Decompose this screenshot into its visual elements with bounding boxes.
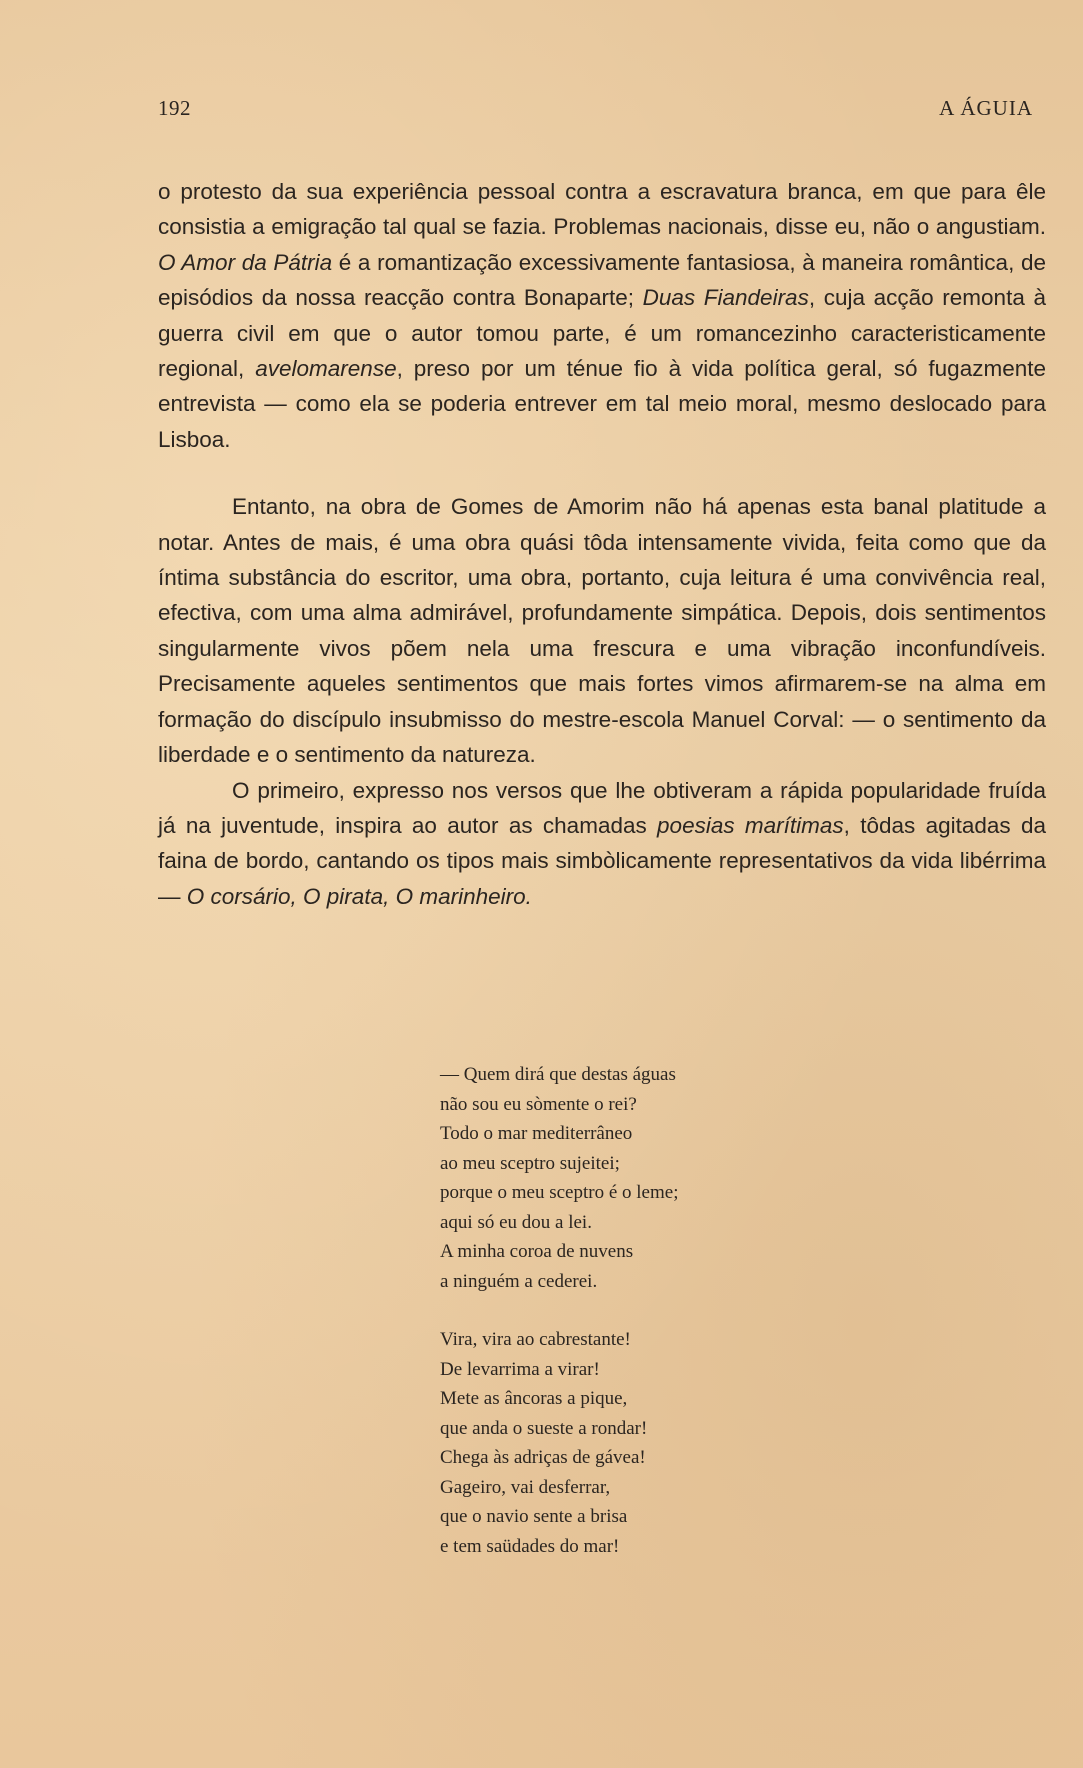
italic-title: Duas Fiandeiras <box>642 285 809 311</box>
poem-line: porque o meu sceptro é o leme; <box>440 1182 679 1203</box>
poem-line: A minha coroa de nuvens <box>440 1241 634 1262</box>
paragraph <box>158 489 1046 772</box>
text-segment: , tôdas agitadas da faina de bordo, cantando os tipos mais simbòlicamente representativos da vida libérrima — <box>158 812 1046 909</box>
poem-line: a ninguém a cederei. <box>440 1270 598 1292</box>
page-number: 192 <box>158 96 191 120</box>
italic-title: O corsário, O pirata, O marinheiro. <box>186 883 532 909</box>
poem-stanza <box>440 1325 678 1561</box>
poem-line: Chega às adriças de gávea! <box>440 1447 646 1468</box>
text-segment: Entanto, na obra de Gomes de Amorim não há apenas esta banal platitude a notar. Antes de mais, é uma obra quási tôda intensamente vivida, feita como que da íntima substância do escritor, uma obra, portanto, cuja leitura é uma convivência real, efectiva, com uma alma admirável, profundamente simpática. Depois, dois sentimentos singularmente vivos põem nela uma frescura e uma vibração inconfundíveis. Precisamente aqueles sentimentos que mais fortes vimos afirmarem-se na alma em formação do discípulo insubmisso do mestre-escola Manuel Corval: — o sentimento da liberdade e o sentimento da natureza. <box>158 494 1046 768</box>
poem-line: Vira, vira ao cabrestante! <box>440 1329 631 1350</box>
poem <box>440 1060 678 1561</box>
poem-line: De levarrima a virar! <box>440 1358 600 1380</box>
text-segment: , cuja acção remonta à guerra civil em que o autor tomou parte, é um romancezinho caracteristicamente regional, <box>158 285 1046 382</box>
poem-line: Todo o mar mediterrâneo <box>440 1123 633 1144</box>
poem-line: aqui só eu dou a lei. <box>440 1211 592 1233</box>
poem-line: e tem saüdades do mar! <box>440 1535 620 1557</box>
poem-line: — Quem dirá que destas águas <box>440 1064 676 1085</box>
text-segment: o protesto da sua experiência pessoal contra a escravatura branca, em que para êle consistia a emigração tal qual se fazia. Problemas nacionais, disse eu, não o angustiam. <box>158 179 1046 240</box>
italic-term: poesias marítimas <box>657 812 844 838</box>
text-segment: é a romantização excessivamente fantasiosa, à maneira romântica, de episódios da nossa reacção contra Bonaparte; <box>158 249 1046 311</box>
body-text <box>158 174 1046 914</box>
paragraph <box>158 773 1046 915</box>
poem-line: Mete as âncoras a pique, <box>440 1388 628 1409</box>
italic-title: O Amor da Pátria <box>158 249 333 275</box>
paragraph <box>158 174 1046 457</box>
poem-line: que anda o sueste a rondar! <box>440 1417 648 1439</box>
page-header <box>158 96 1053 124</box>
poem-line: Gageiro, vai desferrar, <box>440 1476 611 1498</box>
italic-term: avelomarense <box>255 356 397 382</box>
poem-line: não sou eu sòmente o rei? <box>440 1093 637 1115</box>
text-segment: , preso por um ténue fio à vida política geral, só fugazmente entrevista — como ela se poderia entrever em tal meio moral, mesmo deslocado para Lisboa. <box>158 356 1046 452</box>
poem-line: que o navio sente a brisa <box>440 1506 628 1527</box>
poem-line: ao meu sceptro sujeitei; <box>440 1152 620 1174</box>
running-head: A ÁGUIA <box>939 96 1033 120</box>
poem-stanza <box>440 1060 678 1296</box>
text-segment: O primeiro, expresso nos versos que lhe obtiveram a rápida popularidade fruída já na juventude, inspira ao autor as chamadas <box>158 777 1046 838</box>
